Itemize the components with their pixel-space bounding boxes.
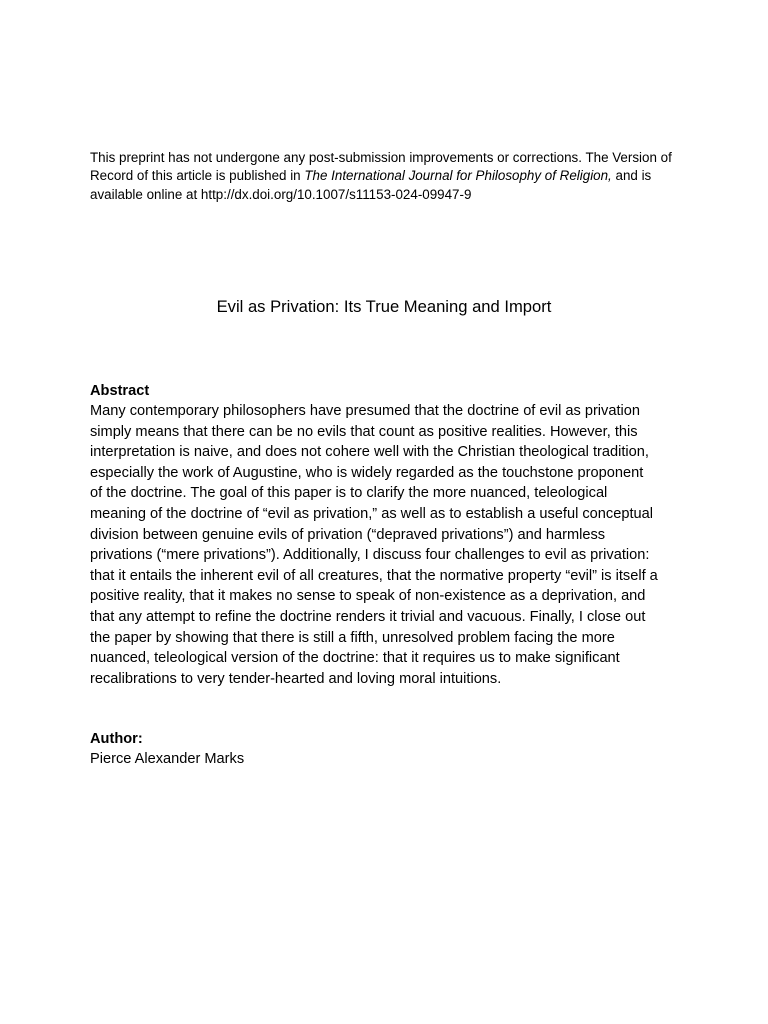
abstract-line: simply means that there can be no evils that count as positive realities. However, this xyxy=(90,423,638,440)
abstract-line: division between genuine evils of privation (“depraved privations”) and harmless xyxy=(90,526,606,543)
abstract-line: meaning of the doctrine of “evil as privation,” as well as to establish a useful conceptual xyxy=(90,505,653,522)
abstract-line: positive reality, that it makes no sense to speak of non-existence as a deprivation, and xyxy=(90,588,646,605)
abstract-line: of the doctrine. The goal of this paper is to clarify the more nuanced, teleological xyxy=(90,485,608,502)
abstract-line: recalibrations to very tender-hearted and loving moral intuitions. xyxy=(90,670,502,687)
journal-name: The International Journal for Philosophy of Religion, xyxy=(304,168,612,184)
abstract-body xyxy=(90,401,686,689)
abstract-line: Many contemporary philosophers have presumed that the doctrine of evil as privation xyxy=(90,403,640,419)
author-heading: Author: xyxy=(90,731,143,747)
author-name: Pierce Alexander Marks xyxy=(90,751,245,767)
preprint-notice-doi: and is available online at http://dx.doi.org/10.1007/s11153-024-09947-9 xyxy=(90,168,652,202)
paper-title: Evil as Privation: Its True Meaning and Import xyxy=(216,297,552,316)
preprint-notice xyxy=(90,149,686,204)
abstract-line: the paper by showing that there is still a fifth, unresolved problem facing the more xyxy=(90,629,615,646)
abstract-line: especially the work of Augustine, who is widely regarded as the touchstone proponent xyxy=(90,464,644,481)
abstract-heading: Abstract xyxy=(90,383,150,399)
abstract-line: that it entails the inherent evil of all creatures, that the normative property “evil” is itself a xyxy=(90,567,658,584)
abstract-line: that any attempt to refine the doctrine renders it trivial and vacuous. Finally, I close out xyxy=(90,608,646,625)
abstract-line: nuanced, teleological version of the doctrine: that it requires us to make significant xyxy=(90,650,620,667)
abstract-line: privations (“mere privations”). Additionally, I discuss four challenges to evil as privation: xyxy=(90,547,650,564)
preprint-notice-text: This preprint has not undergone any post-submission improvements or corrections. The Version of Record of this article is published in xyxy=(90,150,672,184)
abstract-line: interpretation is naive, and does not cohere well with the Christian theological tradition, xyxy=(90,444,649,461)
